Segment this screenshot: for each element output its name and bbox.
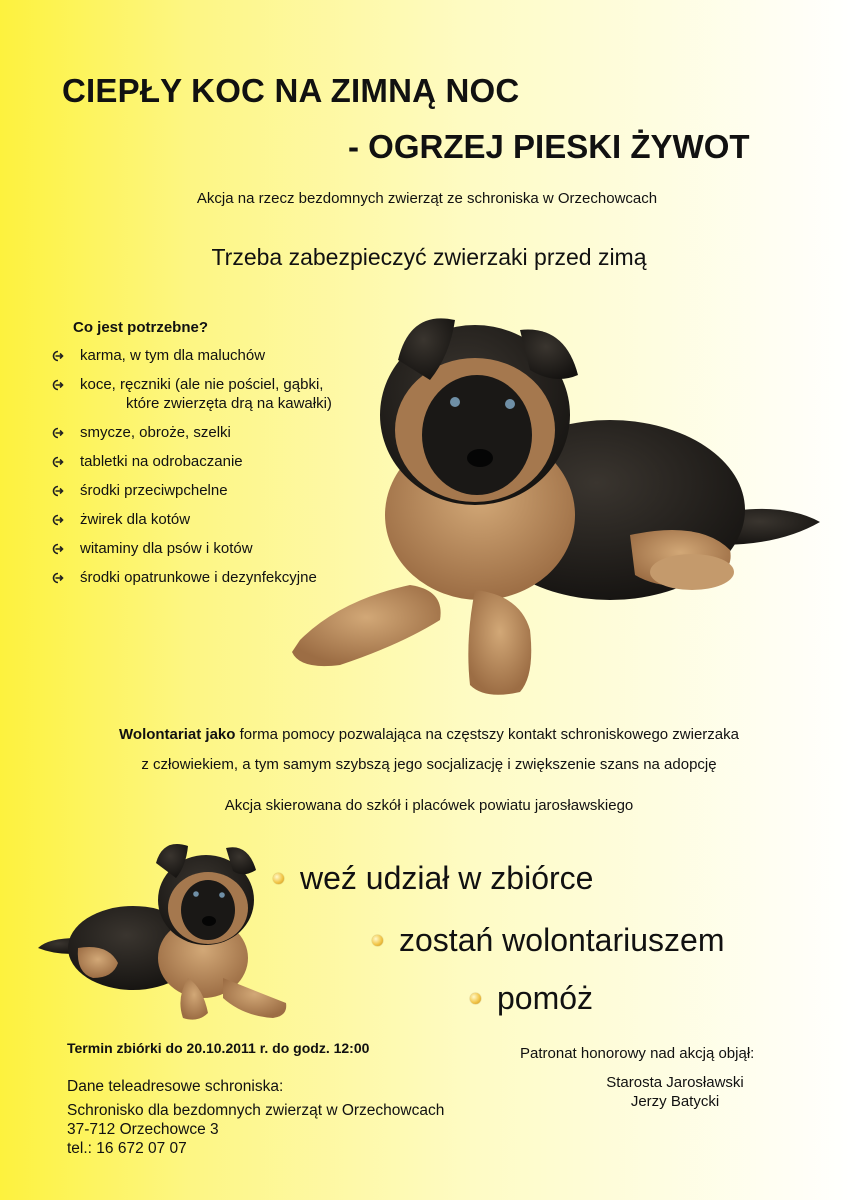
arrow-bullet-icon bbox=[52, 379, 64, 391]
puppy-image bbox=[280, 300, 825, 705]
poster-subtitle: Akcja na rzecz bezdomnych zwierząt ze schroniska w Orzechowcach bbox=[196, 190, 658, 207]
patron-names bbox=[530, 1073, 820, 1111]
need-item-label: witaminy dla psów i kotów bbox=[80, 540, 253, 557]
arrow-bullet-icon bbox=[52, 514, 64, 526]
volunteer-line-2: z człowiekiem, a tym samym szybszą jego socjalizację i zwiększenie szans na adopcję bbox=[141, 756, 717, 773]
arrow-bullet-icon bbox=[52, 456, 64, 468]
shelter-phone: tel.: 16 672 07 07 bbox=[67, 1140, 187, 1157]
need-item-label: środki przeciwpchelne bbox=[80, 482, 228, 499]
collection-deadline: Termin zbiórki do 20.10.2011 r. do godz. 12:00 bbox=[67, 1040, 370, 1056]
cta-item bbox=[372, 922, 724, 959]
patron-label: Patronat honorowy nad akcją objął: bbox=[520, 1045, 755, 1062]
arrow-bullet-icon bbox=[52, 485, 64, 497]
need-item-label: karma, w tym dla maluchów bbox=[80, 347, 266, 364]
need-item-label: żwirek dla kotów bbox=[80, 511, 191, 528]
cta-item bbox=[273, 860, 593, 897]
gold-bullet-icon bbox=[372, 935, 383, 946]
contact-details bbox=[67, 1101, 444, 1158]
cta-item bbox=[470, 980, 593, 1017]
arrow-bullet-icon bbox=[52, 543, 64, 555]
patron-name: Jerzy Batycki bbox=[630, 1093, 720, 1110]
gold-bullet-icon bbox=[470, 993, 481, 1004]
shelter-name: Schronisko dla bezdomnych zwierząt w Orzechowcach bbox=[67, 1102, 445, 1119]
target-audience-text: Akcja skierowana do szkół i placówek powiatu jarosławskiego bbox=[224, 797, 634, 814]
shelter-address: 37-712 Orzechowce 3 bbox=[67, 1121, 219, 1138]
volunteer-bold: Wolontariat jako bbox=[119, 726, 236, 743]
arrow-bullet-icon bbox=[52, 427, 64, 439]
volunteer-line-1 bbox=[0, 720, 858, 750]
need-item-label: koce, ręczniki (ale nie pościel, gąbki, bbox=[80, 376, 324, 393]
volunteer-paragraph bbox=[0, 720, 858, 780]
arrow-bullet-icon bbox=[52, 572, 64, 584]
needs-heading: Co jest potrzebne? bbox=[73, 319, 209, 336]
cta-label: pomóż bbox=[497, 980, 594, 1016]
need-item-label: smycze, obroże, szelki bbox=[80, 424, 231, 441]
poster-title-line-1: CIEPŁY KOC NA ZIMNĄ NOC bbox=[62, 72, 520, 109]
need-item-label: środki opatrunkowe i dezynfekcyjne bbox=[80, 569, 317, 586]
contact-heading: Dane teleadresowe schroniska: bbox=[67, 1078, 284, 1095]
cta-label: weź udział w zbiórce bbox=[300, 860, 594, 896]
gold-bullet-icon bbox=[273, 873, 284, 884]
patron-role: Starosta Jarosławski bbox=[606, 1074, 744, 1091]
cta-label: zostań wolontariuszem bbox=[399, 922, 725, 958]
need-item-label: tabletki na odrobaczanie bbox=[80, 453, 243, 470]
volunteer-text: forma pomocy pozwalająca na częstszy kontakt schroniskowego zwierzaka bbox=[235, 726, 739, 743]
poster-title-line-2: - OGRZEJ PIESKI ŻYWOT bbox=[348, 128, 750, 165]
need-item-continuation: które zwierzęta drą na kawałki) bbox=[126, 395, 332, 412]
puppy-image bbox=[38, 838, 293, 1028]
arrow-bullet-icon bbox=[52, 350, 64, 362]
poster-headline: Trzeba zabezpieczyć zwierzaki przed zimą bbox=[211, 244, 647, 270]
